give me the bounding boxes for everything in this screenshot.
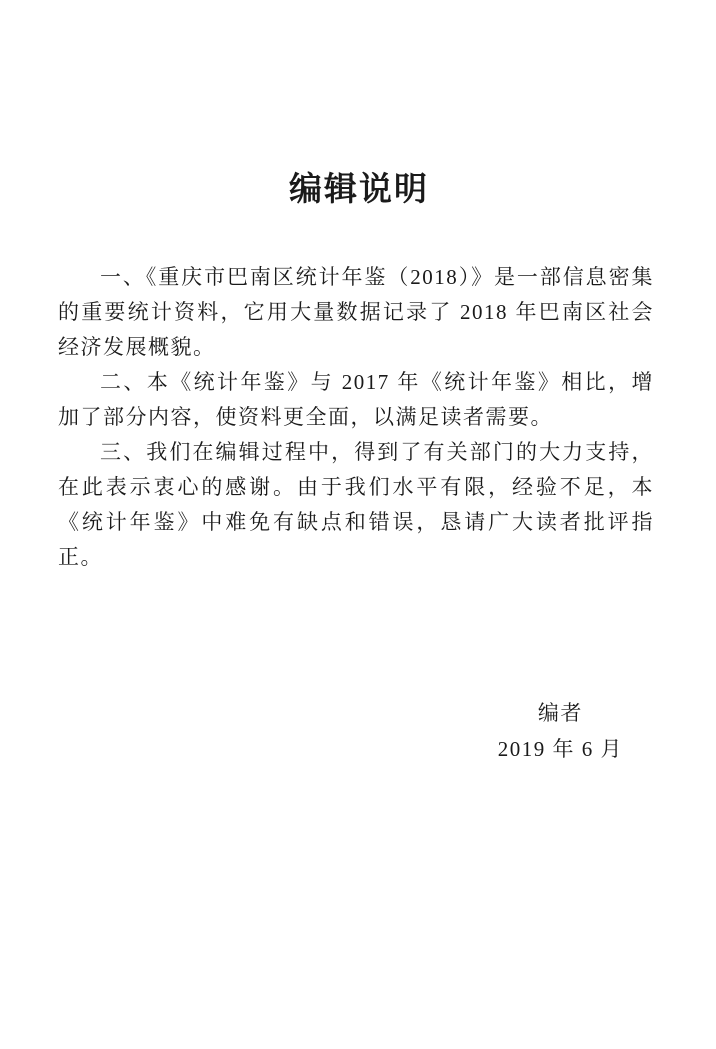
signature-author: 编者: [537, 701, 583, 725]
page-title: 编辑说明: [289, 172, 429, 208]
signature-block: [498, 695, 623, 767]
signature-date: 2019 年 6 月: [497, 737, 623, 761]
paragraph-2: 二、本《统计年鉴》与 2017 年《统计年鉴》相比，增加了部分内容，使资料更全面，以满足读者需要。: [58, 370, 654, 429]
paragraph-3: 三、我们在编辑过程中，得到了有关部门的大力支持，在此表示衷心的感谢。由于我们水平有限，经验不足，本《统计年鉴》中难免有缺点和错误，恳请广大读者批评指正。: [58, 440, 654, 569]
body-text: [58, 260, 654, 575]
paragraph-1: 一、《重庆市巴南区统计年鉴（2018）》是一部信息密集的重要统计资料，它用大量数据记录了 2018 年巴南区社会经济发展概貌。: [58, 265, 654, 359]
